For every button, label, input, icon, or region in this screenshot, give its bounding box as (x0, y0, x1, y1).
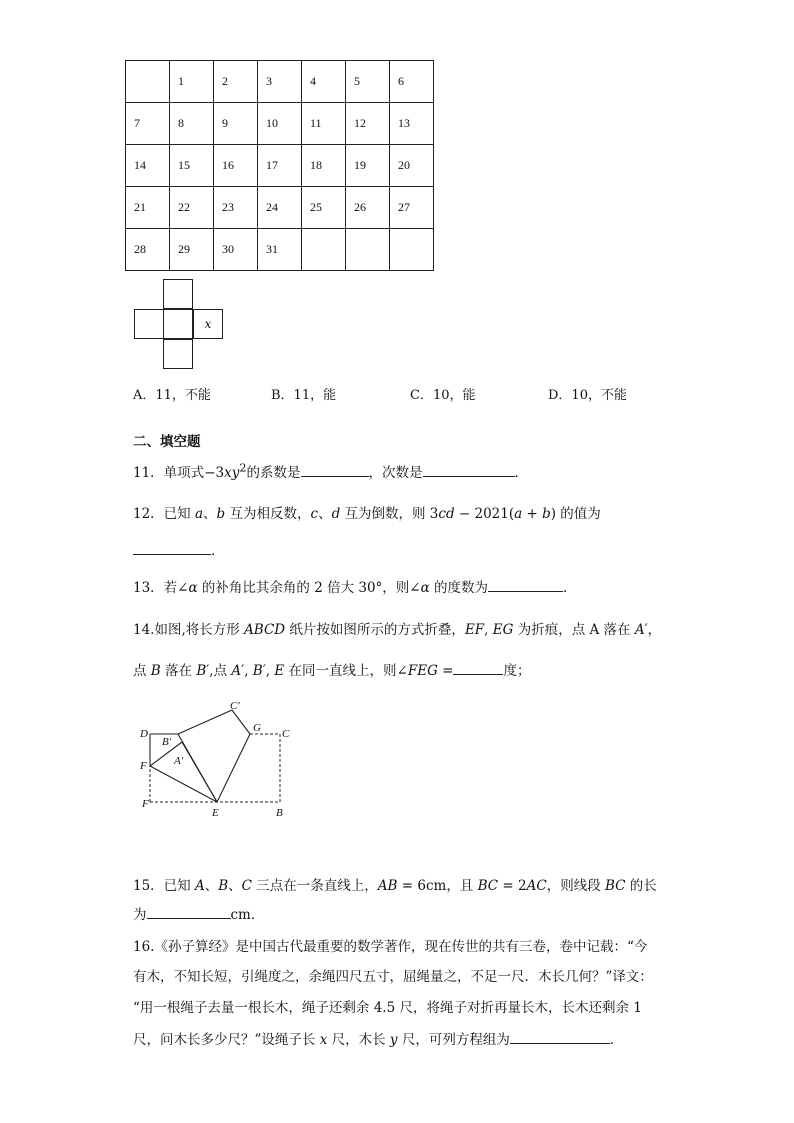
cross-cell-x (193, 309, 223, 339)
calendar-cell: 9 (214, 103, 258, 145)
edge-Bprime-Cprime (178, 710, 232, 734)
label-e: E (212, 807, 219, 819)
calendar-cell: 5 (346, 61, 390, 103)
calendar-cell: 31 (258, 229, 302, 271)
calendar-cell: 14 (126, 145, 170, 187)
question-11: 11．单项式$-3xy^2$的系数是 ，次数是 ． (133, 461, 529, 481)
answer-blank[interactable] (453, 660, 503, 675)
calendar-table (125, 60, 434, 271)
question-13: 13．若∠α 的补角比其余角的 2 倍大 30°，则∠α 的度数为 ． (133, 576, 577, 596)
calendar-cell: 30 (214, 229, 258, 271)
calendar-cell: 4 (302, 61, 346, 103)
label-b-prime: B′ (162, 736, 172, 748)
calendar-cell (126, 61, 170, 103)
answer-blank[interactable] (301, 462, 369, 477)
calendar-cell: 17 (258, 145, 302, 187)
question-14: 14.如图,将长方形 ABCD 纸片按如图所示的方式折叠，EF, EG 为折痕，点 A 落在 A′， (133, 622, 662, 638)
calendar-cell: 12 (346, 103, 390, 145)
answer-blank[interactable] (423, 462, 515, 477)
calendar-cell: 26 (346, 187, 390, 229)
crease-EG (217, 734, 250, 802)
calendar-cell: 22 (170, 187, 214, 229)
label-c: C (282, 728, 290, 740)
question-16-line3: “用一根绳子去量一根长木，绳子还剩余 4.5 尺，将绳子对折再量长木，长木还剩余 1 (133, 1000, 642, 1016)
calendar-row (126, 61, 434, 103)
edge-Cprime-G (232, 710, 250, 734)
label-f-upper: F (140, 760, 147, 772)
label-a-prime: A′ (174, 755, 184, 767)
calendar-cell: 16 (214, 145, 258, 187)
calendar-row (126, 145, 434, 187)
cross-cell (163, 339, 193, 369)
label-f-lower: F (142, 798, 149, 810)
question-16-line4: 尺，问木长多少尺？”设绳子长 x 尺，木长 y 尺，可列方程组为 ． (133, 1028, 623, 1048)
calendar-cell: 2 (214, 61, 258, 103)
calendar-cell: 18 (302, 145, 346, 187)
calendar-cell: 15 (170, 145, 214, 187)
label-g: G (253, 722, 261, 734)
answer-blank[interactable] (147, 904, 231, 919)
cross-cell (163, 309, 193, 339)
label-d: D (140, 728, 148, 740)
answer-blank[interactable] (510, 1029, 610, 1044)
x-label: x (204, 317, 212, 331)
choice-a: A．11，不能 (133, 388, 211, 403)
calendar-cell: 24 (258, 187, 302, 229)
calendar-row (126, 229, 434, 271)
calendar-cell: 1 (170, 61, 214, 103)
q11-expression: $-3xy^2$ (204, 461, 247, 481)
label-c-prime: C′ (230, 700, 240, 712)
fold-figure (120, 690, 320, 830)
calendar-cell: 20 (390, 145, 434, 187)
question-14-line2: 点 B 落在 B′,点 A′, B′, E 在同一直线上，则∠FEG = 度； (133, 659, 530, 679)
answer-blank[interactable] (488, 577, 563, 592)
question-16: 16.《孙子算经》是中国古代最重要的数学著作，现在传世的共有三卷，卷中记载：“今 (133, 939, 648, 955)
calendar-cell: 6 (390, 61, 434, 103)
cross-cell (163, 279, 193, 309)
section-heading: 二、填空题 (133, 434, 201, 450)
calendar-cell (390, 229, 434, 271)
calendar-row (126, 187, 434, 229)
calendar-cell: 19 (346, 145, 390, 187)
calendar-cell: 27 (390, 187, 434, 229)
calendar-cell: 28 (126, 229, 170, 271)
calendar-row (126, 103, 434, 145)
choice-d: D．10，不能 (548, 388, 627, 403)
calendar-cell: 29 (170, 229, 214, 271)
calendar-cell: 3 (258, 61, 302, 103)
calendar-cell: 25 (302, 187, 346, 229)
calendar-cell: 10 (258, 103, 302, 145)
choice-b: B．11，能 (271, 388, 337, 403)
question-15: 15．已知 A、B、C 三点在一条直线上，AB = 6cm，且 BC = 2AC，则线段 BC 的长 (133, 878, 657, 894)
cross-cell (134, 309, 164, 339)
calendar-cell: 8 (170, 103, 214, 145)
calendar-cell: 11 (302, 103, 346, 145)
question-16-line2: 有木，不知长短，引绳度之，余绳四尺五寸，屈绳量之，不足一尺．木长几何？”译文： (133, 969, 653, 985)
calendar-cell: 7 (126, 103, 170, 145)
choice-c: C．10，能 (410, 388, 476, 403)
answer-blank[interactable] (133, 540, 211, 555)
label-b: B (276, 807, 283, 819)
question-12-line2: ． (133, 539, 225, 559)
calendar-cell: 13 (390, 103, 434, 145)
calendar-cell (302, 229, 346, 271)
question-12: 12．已知 a、b 互为相反数，c、d 互为倒数，则 3cd − 2021(a + b) 的值为 (133, 506, 601, 522)
calendar-cell: 21 (126, 187, 170, 229)
calendar-cell: 23 (214, 187, 258, 229)
calendar-cell (346, 229, 390, 271)
question-15-line2: 为 cm． (133, 903, 264, 923)
